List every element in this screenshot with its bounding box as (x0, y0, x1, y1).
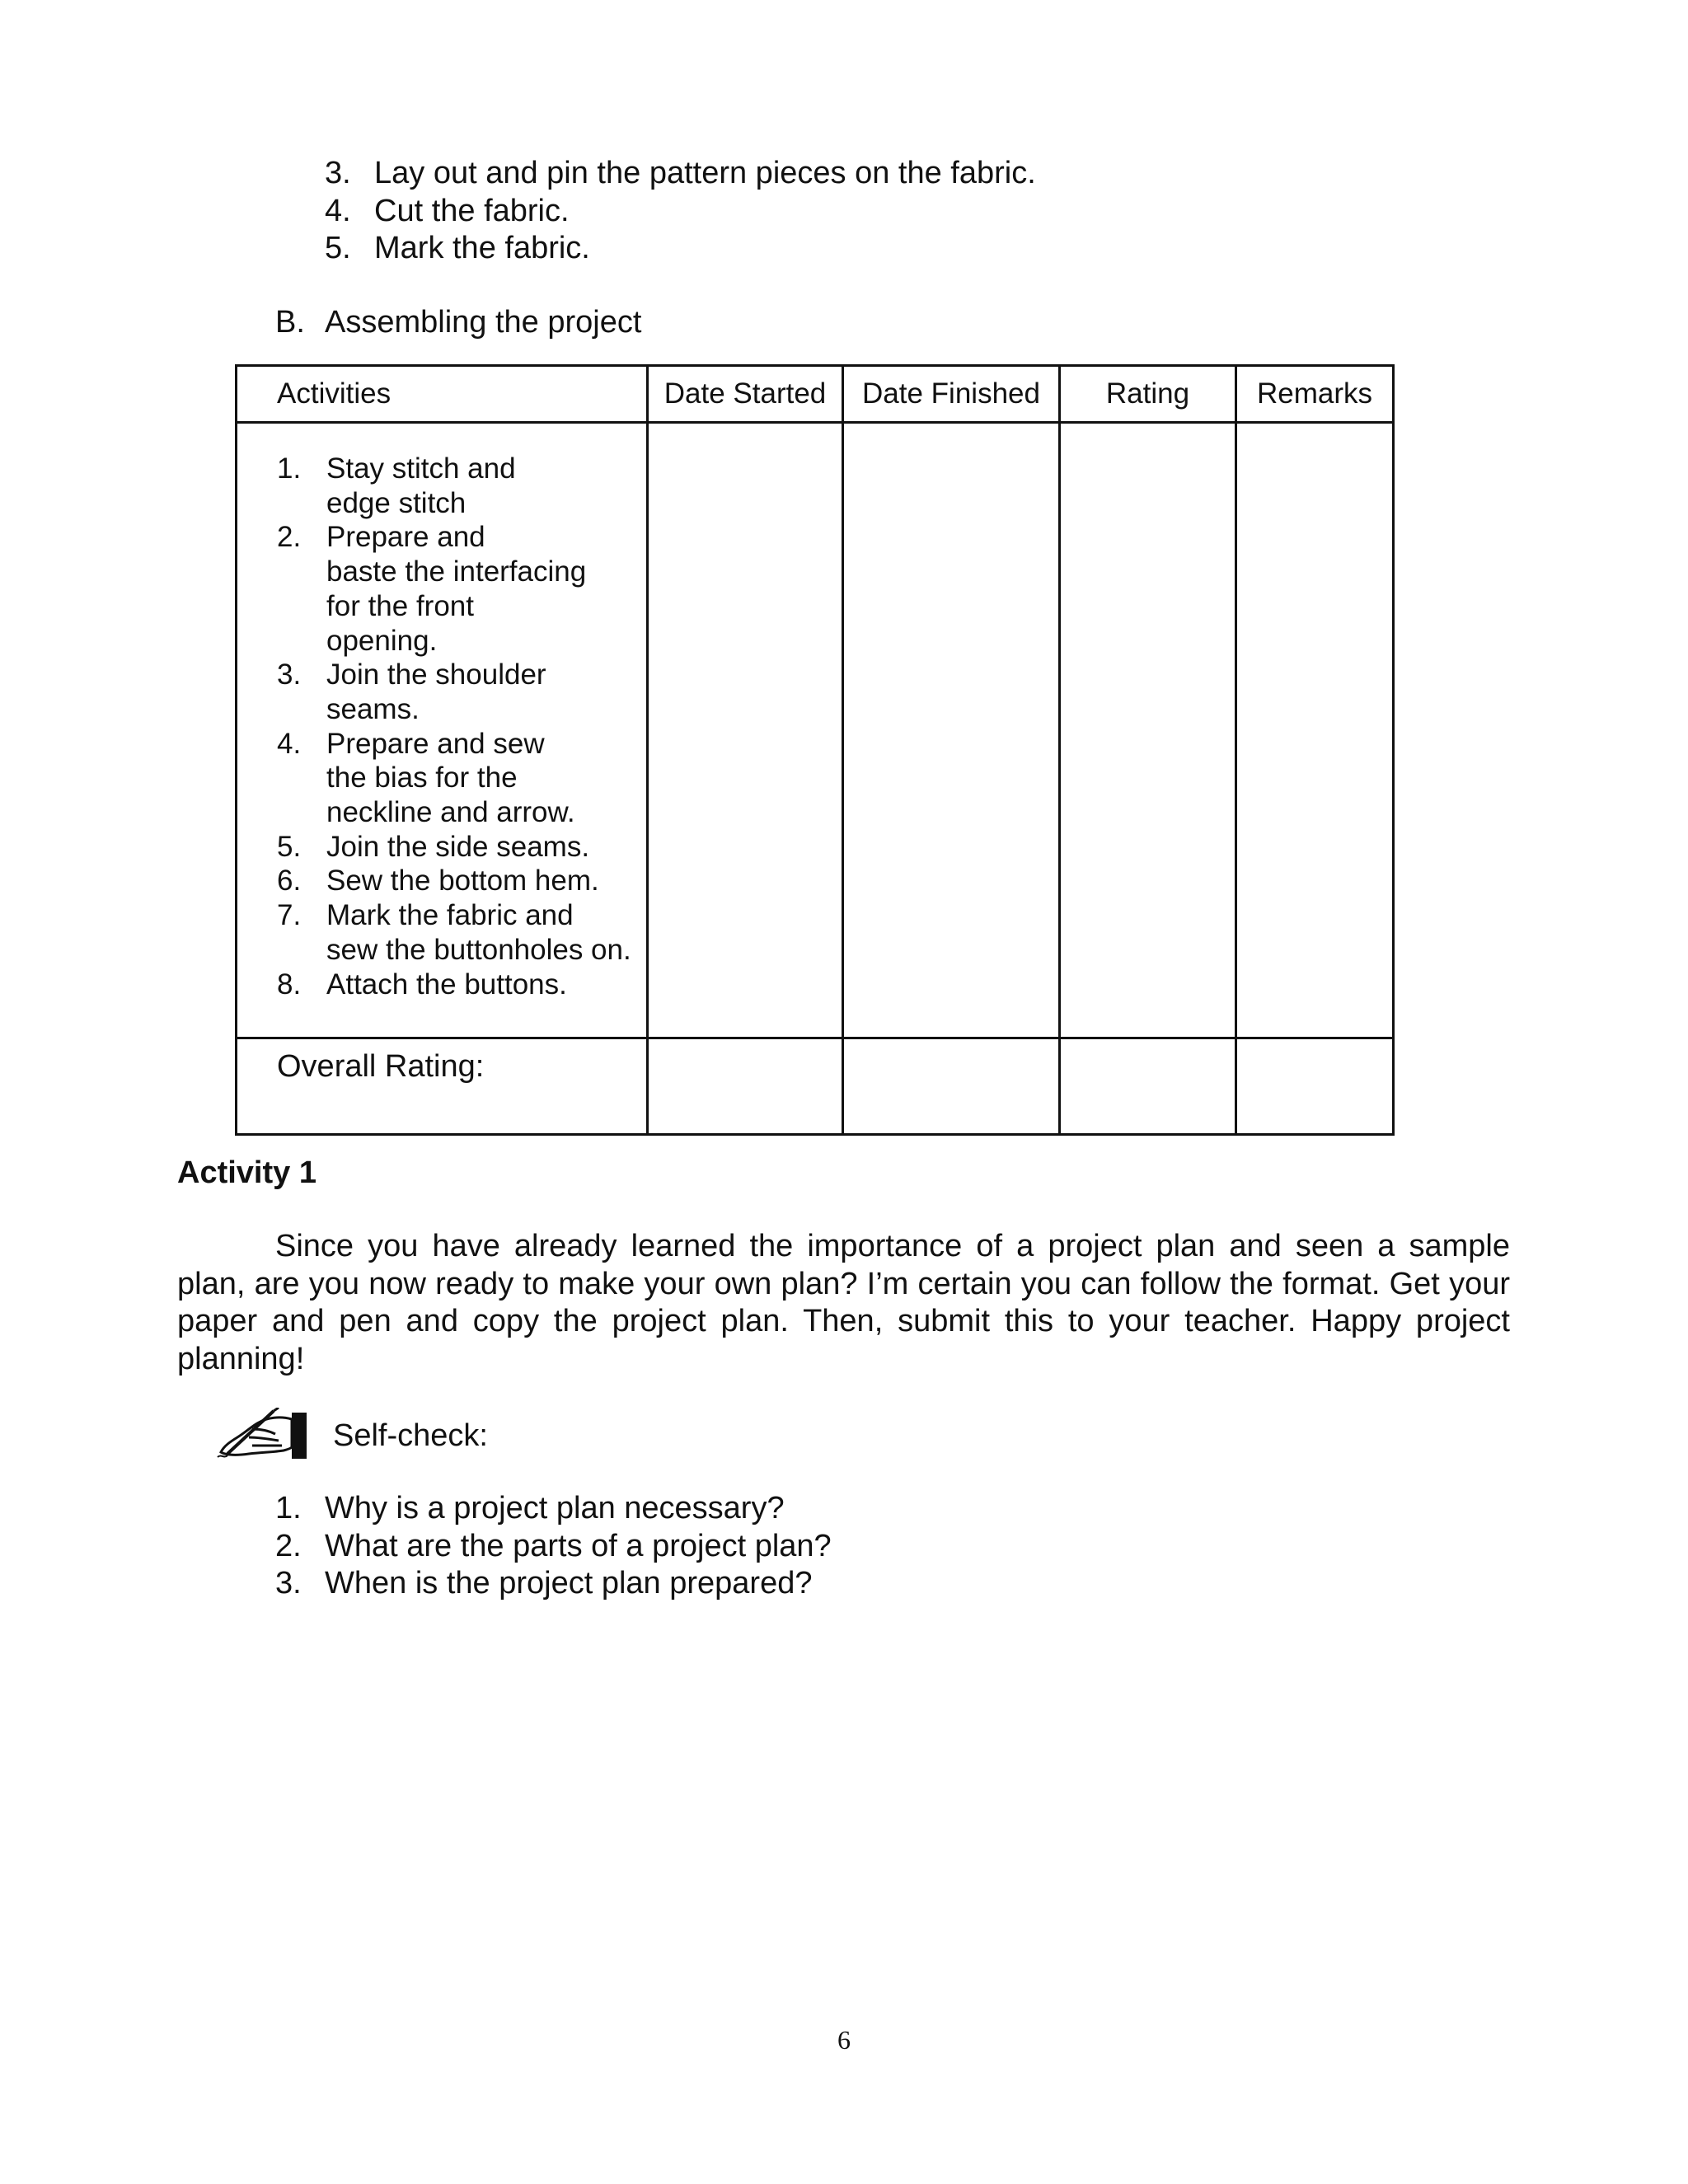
list-item (277, 658, 646, 726)
activities-list (237, 424, 646, 1001)
activity-text: Join the side seams. (326, 830, 590, 863)
activity-number: 5. (277, 830, 302, 863)
step-text: Lay out and pin the pattern pieces on the fabric. (374, 156, 1036, 190)
overall-rating-cell (1060, 1038, 1236, 1135)
list-item (275, 1528, 832, 1566)
overall-date-finished-cell (843, 1038, 1060, 1135)
question-text: When is the project plan prepared? (325, 1566, 813, 1601)
table-header-row (237, 366, 1394, 423)
step-text: Mark the fabric. (374, 231, 590, 265)
overall-rating-row (237, 1038, 1394, 1135)
question-text: What are the parts of a project plan? (325, 1528, 832, 1563)
date-started-cell (648, 423, 843, 1038)
section-letter: B. (275, 305, 305, 340)
list-item (277, 452, 646, 520)
page-number: 6 (837, 2025, 851, 2055)
activity-title: Activity 1 (177, 1155, 316, 1190)
question-number: 3. (275, 1566, 302, 1601)
list-item (277, 830, 646, 865)
activity-text: Stay stitch and edge stitch (326, 452, 516, 519)
table-row (237, 423, 1394, 1038)
activity-text: Attach the buttons. (326, 968, 567, 1001)
activity-number: 8. (277, 968, 302, 1001)
overall-rating-label-cell (237, 1038, 648, 1135)
activity-number: 4. (277, 727, 302, 760)
question-number: 1. (275, 1491, 302, 1526)
step-number: 5. (325, 231, 351, 265)
list-item (275, 1490, 832, 1528)
self-check-label: Self-check: (333, 1418, 488, 1453)
step-text: Cut the fabric. (374, 194, 570, 228)
writing-hand-icon (216, 1408, 312, 1462)
activity-number: 7. (277, 899, 302, 932)
list-item (277, 898, 646, 967)
rating-cell (1060, 423, 1236, 1038)
header-remarks: Remarks (1236, 366, 1394, 423)
list-item (277, 520, 646, 658)
activity-number: 6. (277, 865, 302, 898)
activity-number: 2. (277, 521, 302, 554)
activity-number: 1. (277, 452, 302, 485)
step-number: 3. (325, 156, 351, 190)
remarks-cell (1236, 423, 1394, 1038)
activity-number: 3. (277, 658, 302, 691)
question-number: 2. (275, 1528, 302, 1563)
activity-text: Prepare and sew the bias for the neckline and arrow. (326, 727, 575, 829)
list-item (277, 864, 646, 898)
section-title: Assembling the project (325, 305, 642, 340)
header-rating: Rating (1060, 366, 1236, 423)
activity-paragraph: Since you have already learned the importance of a project plan and seen a sample plan, are you now ready to make your own plan? I’m certain you can follow the format. Get your paper and pen and copy the project plan. Then, submit this to your teacher. Happy project planning! (177, 1229, 1510, 1376)
activity-text: Sew the bottom hem. (326, 865, 599, 898)
project-plan-table (235, 364, 1395, 1136)
activity-text: Mark the fabric and sew the buttonholes on. (326, 899, 631, 966)
overall-rating-label: Overall Rating: (277, 1049, 485, 1084)
list-item (277, 727, 646, 830)
activities-cell (237, 423, 648, 1038)
activity-text: Join the shoulder seams. (326, 658, 546, 725)
list-item (275, 1565, 832, 1603)
activity-text: Prepare and baste the interfacing for the front opening. (326, 521, 587, 657)
header-date-started: Date Started (648, 366, 843, 423)
date-finished-cell (843, 423, 1060, 1038)
header-activities: Activities (237, 366, 648, 423)
overall-date-started-cell (648, 1038, 843, 1135)
header-date-finished: Date Finished (843, 366, 1060, 423)
list-item (277, 968, 646, 1002)
overall-remarks-cell (1236, 1038, 1394, 1135)
self-check-questions (275, 1490, 832, 1603)
question-text: Why is a project plan necessary? (325, 1491, 785, 1526)
step-number: 4. (325, 194, 351, 228)
